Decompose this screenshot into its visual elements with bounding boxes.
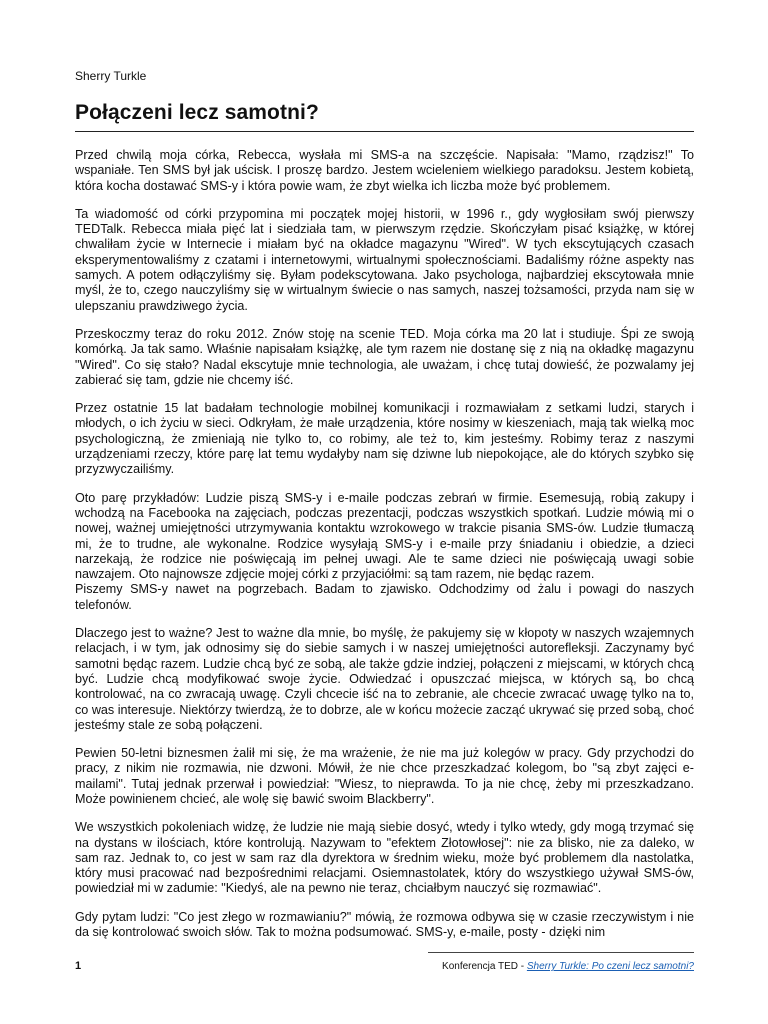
footer-divider xyxy=(428,952,694,953)
paragraph: Oto parę przykładów: Ludzie piszą SMS-y i e-maile podczas zebrań w firmie. Esemesują, robią zakupy i wchodzą na Facebooka na zajęciach, podczas prezentacji, podczas wszystkich spotkań. Ludzie mówią mi o nowej, ważnej umiejętności utrzymywania kontaktu wzrokowego w trakcie pisania SMS-ów. Ludzie tłumaczą mi, że to trudne, ale wykonalne. Rodzice wysyłają SMS-y i e-maile przy śniadaniu i obiedzie, a dzieci narzekają, że rodzice nie poświęcają im pełnej uwagi. Ale te same dzieci nie poświęcają uwagi sobie nawzajem. Oto najnowsze zdjęcie mojej córki z przyjaciółmi: są tam razem, nie będąc razem. xyxy=(75,490,694,582)
paragraph: Przeskoczmy teraz do roku 2012. Znów stoję na scenie TED. Moja córka ma 20 lat i studiuje. Śpi ze swoją komórką. Ja tak samo. Właśnie napisałam książkę, ale tym razem nie dostanę się z nią na okładkę magazynu "Wired". Co się stało? Nadal ekscytuje mnie technologia, ale uważam, i chcę tutaj dowieść, że pozwalamy jej zabierać się tam, gdzie nie chcemy iść. xyxy=(75,326,694,387)
paragraph: We wszystkich pokoleniach widzę, że ludzie nie mają siebie dosyć, wtedy i tylko wtedy, gdy mogą trzymać się na dystans w ilościach, które kontrolują. Nazywam to "efektem Złotowłosej": nie za blisko, nie za daleko, w sam raz. Jednak to, co jest w sam raz dla dyrektora w średnim wieku, może być problemem dla nastolatka, który musi pracować nad bezpośrednimi relacjami. Osiemnastolatek, który do wszystkiego używał SMS-ów, powiedział mi w zadumie: "Kiedyś, ale na pewno nie teraz, chciałbym nauczyć się rozmawiać". xyxy=(75,820,694,896)
footer-source xyxy=(442,961,694,972)
footer-link[interactable]: Sherry Turkle: Po czeni lecz samotni? xyxy=(526,961,694,972)
author-name: Sherry Turkle xyxy=(75,69,147,83)
paragraph: Piszemy SMS-y nawet na pogrzebach. Badam to zjawisko. Odchodzimy od żalu i powagi do naszych telefonów. xyxy=(75,582,694,612)
paragraph: Przez ostatnie 15 lat badałam technologie mobilnej komunikacji i rozmawiałam z setkami ludzi, starych i młodych, o ich życiu w sieci. Odkryłam, że małe urządzenia, które nosimy w kieszeniach, mają tak wielką moc psychologiczną, że zmieniają nie tylko to, co robimy, ale też to, kim jesteśmy. Robimy teraz z naszymi urządzeniami rzeczy, które parę lat temu wydałyby nam się dziwne lub niepokojące, ale do których szybko się przyzwyczailiśmy. xyxy=(75,401,694,477)
title-divider xyxy=(75,131,694,132)
page-number: 1 xyxy=(75,960,82,972)
paragraph: Ta wiadomość od córki przypomina mi początek mojej historii, w 1996 r., gdy wygłosiłam swój pierwszy TEDTalk. Rebecca miała pięć lat i siedziała tam, w pierwszym rzędzie. Skończyłam pisać książkę, w której chwaliłam życie w Internecie i miałam być na okładce magazynu "Wired". W tych ekscytujących czasach eksperymentowaliśmy z czatami i internetowymi, wirtualnymi społecznościami. Badaliśmy różne aspekty nas samych. A potem odłączyliśmy się. Byłam podekscytowana. Jako psychologa, najbardziej ekscytowała mnie myśl, że to, czego nauczyliśmy się w wirtualnym świecie o nas samych, naszej tożsamości, przyda nam się w ulepszaniu prawdziwego życia. xyxy=(75,206,694,313)
paragraph: Gdy pytam ludzi: "Co jest złego w rozmawianiu?" mówią, że rozmowa odbywa się w czasie rzeczywistym i nie da się kontrolować swoich słów. Tak to można podsumować. SMS-y, e-maile, posty - dzięki nim xyxy=(75,909,694,940)
paragraph: Przed chwilą moja córka, Rebecca, wysłała mi SMS-a na szczęście. Napisała: "Mamo, rządzisz!" To wspaniałe. Ten SMS był jak uścisk. I proszę bardzo. Jestem wcieleniem wielkiego paradoksu. Jestem kobietą, która kocha dostawać SMS-y i która powie wam, że zbyt wielka ich liczba może być problemem. xyxy=(75,148,694,193)
footer-prefix: Konferencja TED - xyxy=(442,961,527,972)
page-title: Połączeni lecz samotni? xyxy=(75,101,319,124)
article-body xyxy=(75,148,694,953)
paragraph: Dlaczego jest to ważne? Jest to ważne dla mnie, bo myślę, że pakujemy się w kłopoty w naszych wzajemnych relacjach, i w tym, jak odnosimy się do siebie samych i w naszej umiejętności autorefleksji. Zaczynamy być samotni będąc razem. Ludzie chcą być ze sobą, ale także gdzie indziej, połączeni z miejscami, w których chcą być. Ludzie chcą modyfikować swoje życie. Odwiedzać i opuszczać miejsca, w których są, bo chcą kontrolować, na co zwracają uwagę. Czyli chcecie iść na to zebranie, ale chcecie zwracać uwagę tylko na to, co was interesuje. Niektórzy twierdzą, że to dobrze, ale w końcu możecie zacząć ukrywać się przed sobą, choć jesteśmy stale ze sobą połączeni. xyxy=(75,626,694,732)
paragraph: Pewien 50-letni biznesmen żalił mi się, że ma wrażenie, że nie ma już kolegów w pracy. Gdy przychodzi do pracy, z nikim nie rozmawia, nie dzwoni. Mówił, że nie chce przeszkadzać kolegom, bo "są zbyt zajęci e-mailami". Tutaj jednak przerwał i powiedział: "Wiesz, to nieprawda. To ja nie chcę, żeby mi przeszkadzano. Może powinienem chcieć, ale wolę się bawić swoim Blackberry". xyxy=(75,746,694,806)
